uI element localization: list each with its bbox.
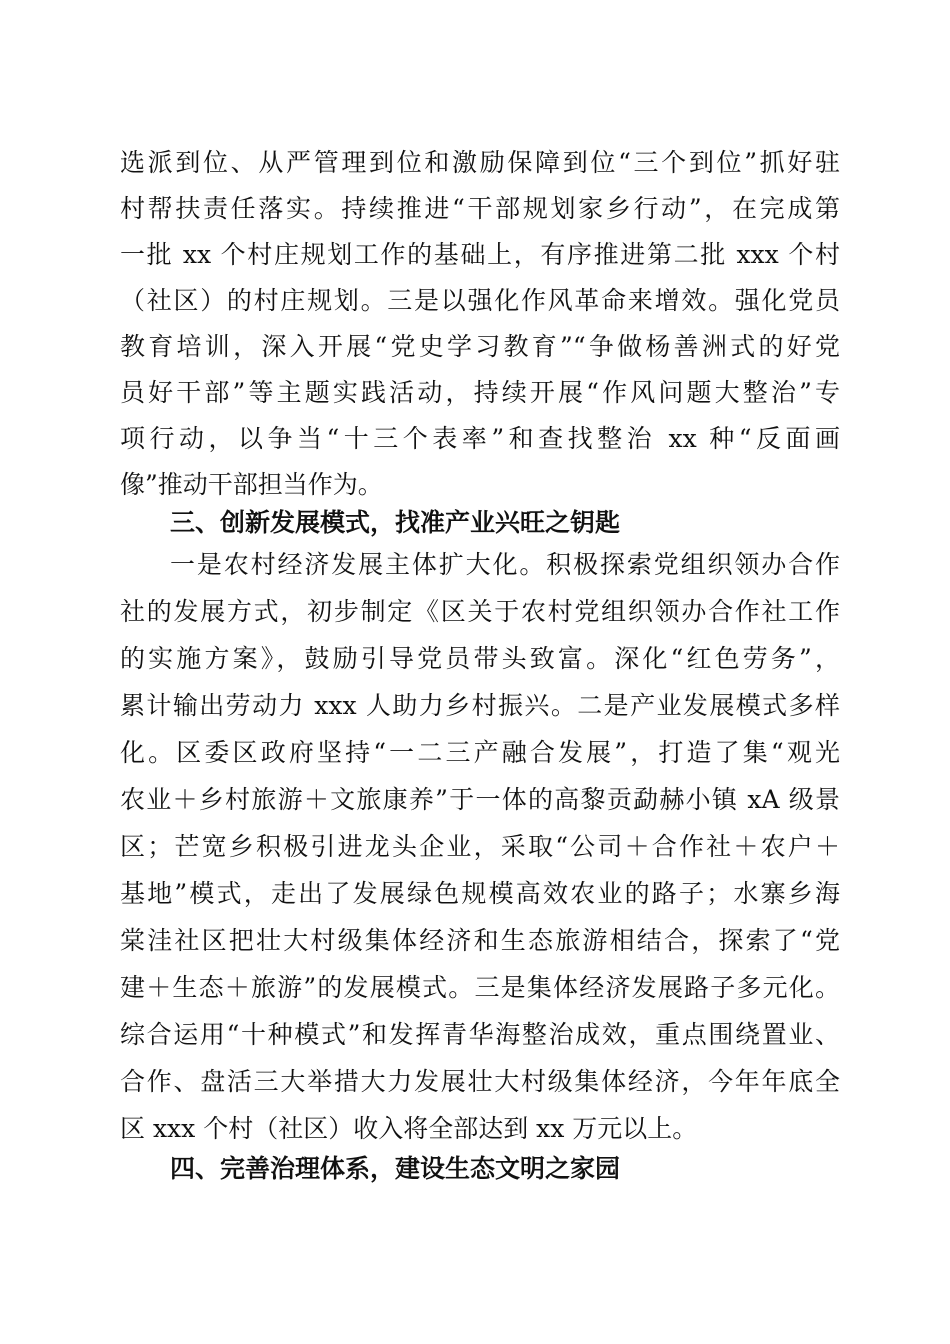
paragraph-line: （社区）的村庄规划。三是以强化作风革命来增效。强化党员: [120, 286, 840, 315]
paragraph-line: 合作、盘活三大举措大力发展壮大村级集体经济，今年年底全: [120, 1067, 840, 1096]
paragraph-line: 社的发展方式，初步制定《区关于农村党组织领办合作社工作: [120, 597, 840, 626]
paragraph-line: 区；芒宽乡积极引进龙头企业，采取“公司＋合作社＋农户＋: [120, 832, 840, 861]
paragraph-line: 棠洼社区把壮大村级集体经济和生态旅游相结合，探索了“党: [120, 926, 840, 955]
paragraph-line: 村帮扶责任落实。持续推进“干部规划家乡行动”，在完成第: [120, 194, 840, 223]
paragraph-line: 的实施方案》，鼓励引导党员带头致富。深化“红色劳务”，: [120, 644, 840, 673]
paragraph-line: 化。区委区政府坚持“一二三产融合发展”，打造了集“观光: [120, 738, 840, 767]
paragraph-line: 项行动，以争当“十三个表率”和查找整治 xx 种“反面画: [120, 424, 840, 453]
paragraph-line: 累计输出劳动力 xxx 人助力乡村振兴。二是产业发展模式多样: [120, 691, 840, 720]
paragraph-line: 一是农村经济发展主体扩大化。积极探索党组织领办合作: [170, 550, 840, 579]
section-heading: 三、创新发展模式，找准产业兴旺之钥匙: [170, 508, 621, 537]
section-heading: 四、完善治理体系，建设生态文明之家园: [170, 1154, 621, 1183]
paragraph-line: 建＋生态＋旅游”的发展模式。三是集体经济发展路子多元化。: [120, 973, 840, 1002]
paragraph-line: 区 xxx 个村（社区）收入将全部达到 xx 万元以上。: [120, 1114, 698, 1143]
paragraph-line: 基地”模式，走出了发展绿色规模高效农业的路子；水寨乡海: [120, 879, 840, 908]
paragraph-line: 教育培训，深入开展“党史学习教育”“争做杨善洲式的好党: [120, 332, 840, 361]
paragraph-line: 农业＋乡村旅游＋文旅康养”于一体的高黎贡勐赫小镇 xA 级景: [120, 785, 840, 814]
paragraph-line: 综合运用“十种模式”和发挥青华海整治成效，重点围绕置业、: [120, 1020, 840, 1049]
paragraph-line: 选派到位、从严管理到位和激励保障到位“三个到位”抓好驻: [120, 148, 840, 177]
paragraph-line: 员好干部”等主题实践活动，持续开展“作风问题大整治”专: [120, 378, 840, 407]
paragraph-line: 像”推动干部担当作为。: [120, 470, 383, 499]
paragraph-line: 一批 xx 个村庄规划工作的基础上，有序推进第二批 xxx 个村: [120, 240, 840, 269]
